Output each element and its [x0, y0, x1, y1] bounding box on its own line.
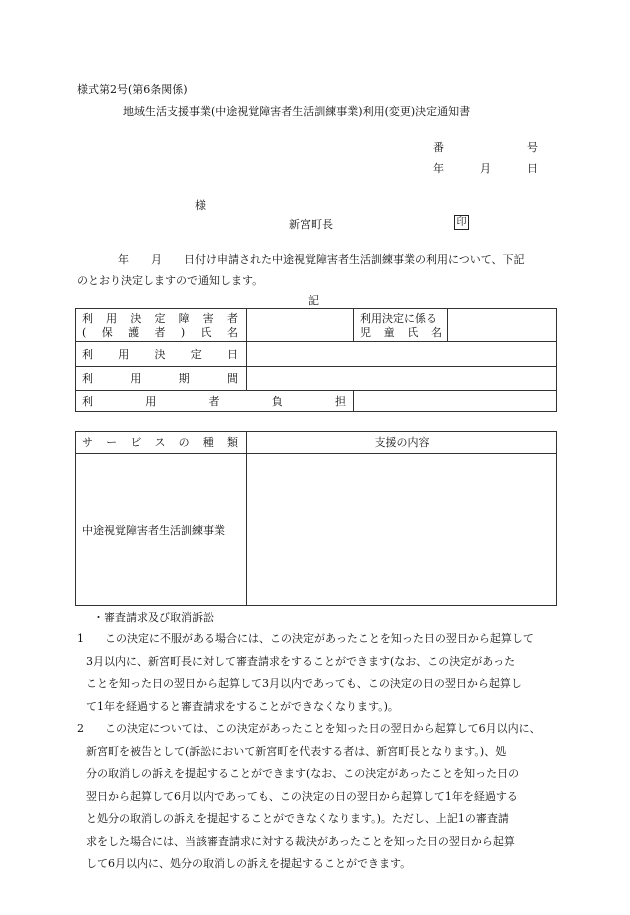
- item-2-number: 2: [77, 722, 84, 735]
- appeal-heading: ・審査請求及び取消訴訟: [93, 611, 214, 624]
- date-line: 年 月 日: [433, 162, 538, 175]
- seal-stamp: 印: [454, 215, 469, 230]
- item-1-text: この決定に不服がある場合には、この決定があったことを知った日の翌日から起算して: [105, 632, 534, 645]
- document-title: 地域生活支援事業(中途視覚障害者生活訓練事業)利用(変更)決定通知書: [123, 105, 471, 118]
- item-2-continued: 新宮町を被告として(訴訟において新宮町を代表する者は、新宮町長となります。)、処 分の取消しの訴えを提起することができます(なお、この決定があったことを知った日の 翌日から起算して6月以内であっても、この決定の日の翌日から起算して1年を経過する と処分の取消しの訴えを提起することができなくなります。)。ただし、上記1の審査請 求をした場合には、当該審査請求に対する裁決があったことを知った日の翌日から起算 して6月以内に、処分の取消しの訴えを提起することができます。: [86, 744, 520, 870]
- addressee-suffix: 様: [195, 199, 206, 212]
- item-1-number: 1: [77, 632, 84, 645]
- child-name-label: 児 童 氏 名: [360, 326, 442, 339]
- item-1-continued: 3月以内に、新宮町長に対して審査請求をすることができます(なお、この決定があった ことを知った日の翌日から起算して3月以内であっても、この決定の日の翌日から起算し て1年を経過すると審査請求をすることができなくなります。)。: [86, 654, 522, 713]
- service-type-header: サ ー ビ ス の 種 類: [82, 436, 238, 449]
- body-line-2: のとおり決定しますので通知します。: [77, 274, 264, 287]
- number-line: 番 号: [433, 141, 538, 154]
- child-label: 利用決定に係る: [360, 312, 437, 325]
- decision-date-label: 利 用 決 定 日: [82, 348, 238, 361]
- usage-period-label: 利 用 期 間: [82, 372, 238, 385]
- item-2-text: この決定については、この決定があったことを知った日の翌日から起算して6月以内に、: [105, 722, 541, 735]
- ki-heading: 記: [308, 294, 319, 307]
- form-number: 様式第2号(第6条関係): [77, 83, 188, 96]
- user-burden-label: 利 用 者 負 担: [82, 395, 346, 408]
- issuer-name: 新宮町長: [289, 218, 333, 231]
- decision-person-label: 利 用 決 定 障 害 者: [82, 312, 238, 325]
- support-content-header: 支援の内容: [374, 436, 430, 449]
- guardian-name-label: ( 保 護 者 ) 氏 名: [82, 326, 238, 339]
- service-name: 中途視覚障害者生活訓練事業: [82, 524, 225, 537]
- body-line-1: 年 月 日付け申請された中途視覚障害者生活訓練事業の利用について、下記: [118, 253, 525, 266]
